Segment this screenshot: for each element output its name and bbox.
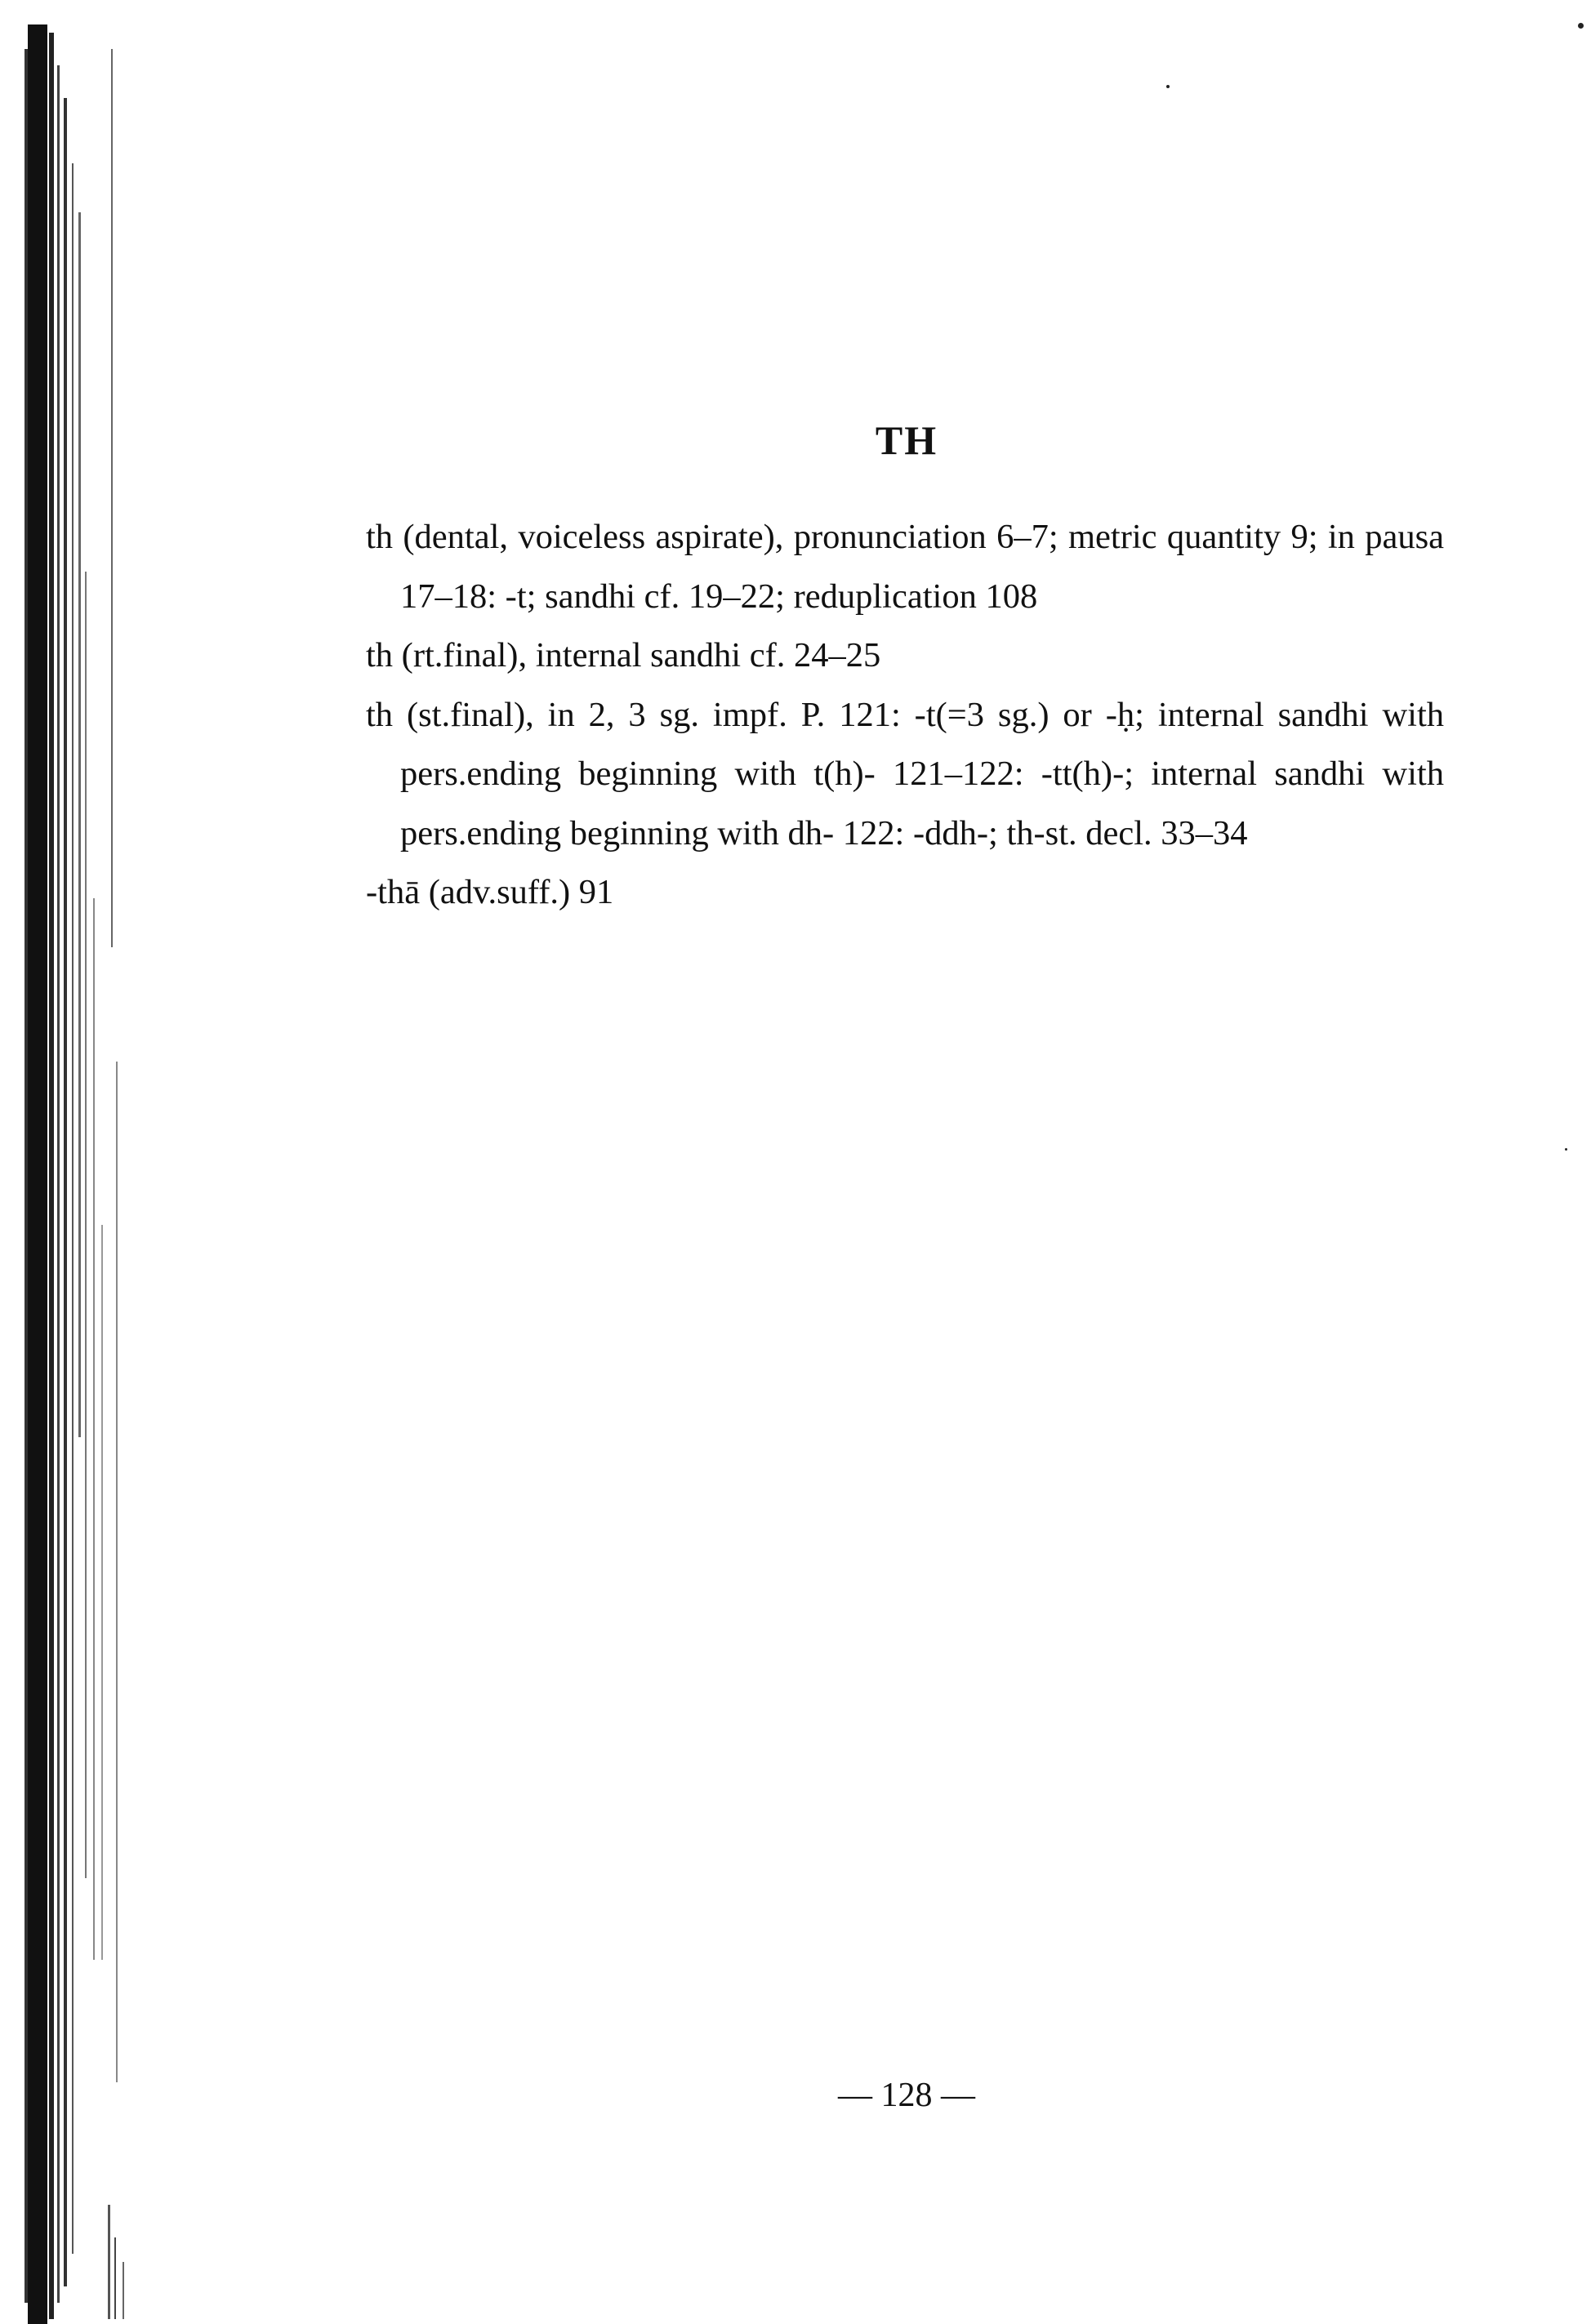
scan-speck (1166, 85, 1170, 88)
section-heading: TH (875, 417, 938, 463)
index-entry: th (dental, voiceless aspirate), pronunciation 6–7; metric quantity 9; in pausa 17–18: -t; sandhi cf. 19–22; reduplication 108 (366, 518, 1444, 616)
scan-speck (1565, 1148, 1567, 1151)
page-number: — 128 — (838, 2077, 975, 2114)
scanned-binding-edge (0, 0, 131, 2324)
index-entry: th (rt.final), internal sandhi cf. 24–25 (366, 636, 881, 674)
index-entry: -thā (adv.suff.) 91 (366, 873, 614, 911)
index-entry: th (st.final), in 2, 3 sg. impf. P. 121: -t(=3 sg.) or -ḥ; internal sandhi with pers.ending beginning with t(h)- 121–122: -tt(h)-; internal sandhi with pers.ending beginning with dh- 122: -ddh-; th-st. decl. 33–34 (366, 695, 1444, 853)
scan-speck (1578, 23, 1584, 29)
binding-edge-graphic (0, 0, 131, 2324)
index-list (366, 508, 1444, 923)
